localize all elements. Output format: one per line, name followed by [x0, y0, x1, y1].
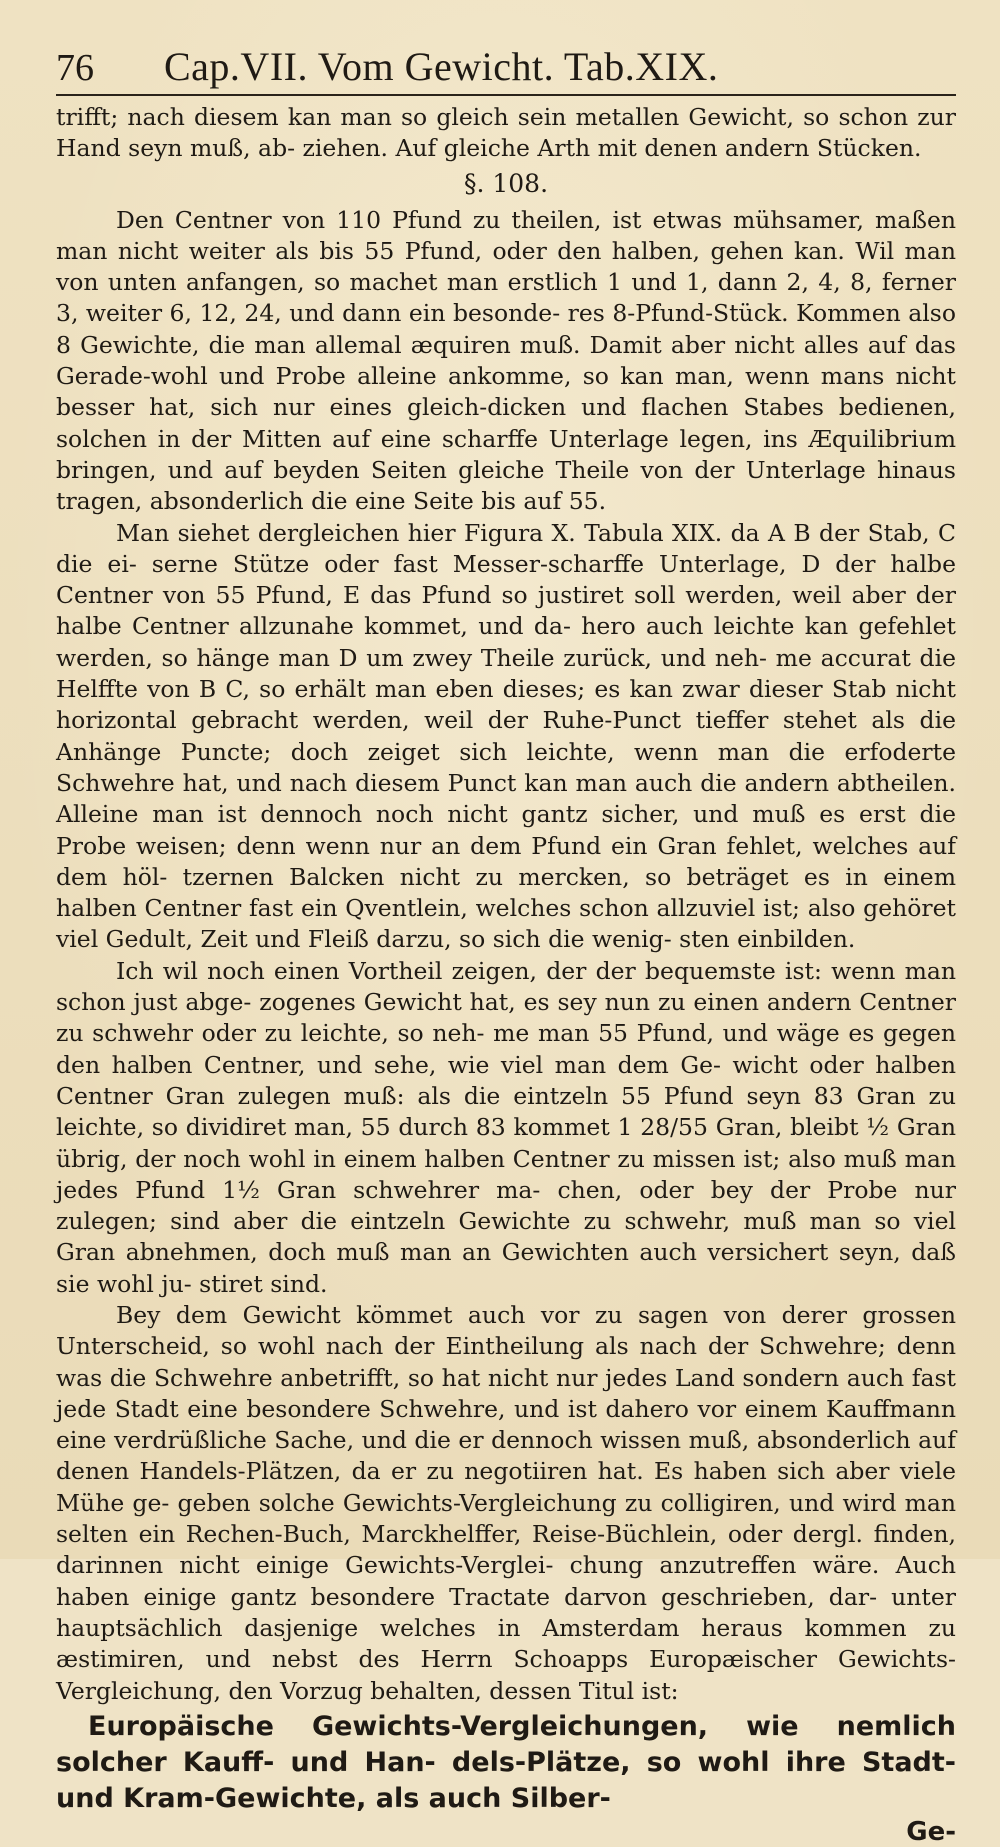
running-head	[56, 44, 954, 94]
body-text	[56, 102, 956, 1817]
page-number: 76	[56, 47, 94, 89]
section-number: §. 108.	[463, 168, 549, 198]
header-rule	[56, 94, 956, 96]
running-title: Cap.VII. Vom Gewicht. Tab.XIX.	[164, 44, 719, 89]
paragraph: Bey dem Gewicht kömmet auch vor zu sagen von derer grossen Unterscheid, so wohl nach der Eintheilung als nach der Schwehre; denn was die Schwehre anbetrifft, so hat nicht nur jedes Land sondern auch fast jede Stadt eine besondere Schwehre, und ist dahero vor einem Kauffmann eine verdrüßliche Sache, und die er dennoch wissen muß, absonderlich auf denen Handels-Plätzen, da er zu negotiiren hat. Es haben sich aber viele Mühe ge- geben solche Gewichts-Vergleichung zu colligiren, und wird man selten ein Rechen-Buch, Marckhelffer, Reise-Büchlein, oder dergl. finden, darinnen nicht einige Gewichts-Verglei- chung anzutreffen wäre. Auch haben einige gantz besondere Tractate darvon geschrieben, dar- unter hauptsächlich dasjenige welches in Amsterdam heraus kommen zu æstimiren, und nebst des Herrn Schoapps Europæischer Gewichts-Vergleichung, den Vorzug behalten, dessen Titul ist:	[56, 1300, 956, 1705]
paragraph: Man siehet dergleichen hier Figura X. Tabula XIX. da A B der Stab, C die ei- serne Stütze oder fast Messer-scharffe Unterlage, D der halbe Centner von 55 Pfund, E das Pfund so justiret soll werden, weil aber der halbe Centner allzunahe kommet, und da- hero auch leichte kan gefehlet werden, so hänge man D um zwey Theile zurück, und neh- me accurat die Helffte von B C, so erhält man eben dieses; es kan zwar dieser Stab nicht horizontal gebracht werden, weil der Ruhe-Punct tieffer stehet als die Anhänge Puncte; doch zeiget sich leichte, wenn man die erfoderte Schwehre hat, und nach diesem Punct kan man auch die andern abtheilen. Alleine man ist dennoch noch nicht gantz sicher, und muß es erst die Probe weisen; denn wenn nur an dem Pfund ein Gran fehlet, welches auf dem höl- tzernen Balcken nicht zu mercken, so beträget es in einem halben Centner fast ein Qventlein, welches schon allzuviel ist; also gehöret viel Gedult, Zeit und Fleiß darzu, so sich die wenig- sten einbilden.	[56, 518, 956, 954]
paragraph-continuation: trifft; nach diesem kan man so gleich sein metallen Gewicht, so schon zur Hand seyn muß, ab- ziehen. Auf gleiche Arth mit denen andern Stücken.	[56, 103, 956, 163]
catchword: Ge-	[906, 1816, 956, 1847]
paragraph: Den Centner von 110 Pfund zu theilen, ist etwas mühsamer, maßen man nicht weiter als bis 55 Pfund, oder den halben, gehen kan. Wil man von unten anfangen, so machet man erstlich 1 und 1, dann 2, 4, 8, ferner 3, weiter 6, 12, 24, und dann ein besonde- res 8-Pfund-Stück. Kommen also 8 Gewichte, die man allemal æquiren muß. Damit aber nicht alles auf das Gerade-wohl und Probe alleine ankomme, so kan man, wenn mans nicht besser hat, sich nur eines gleich-dicken und flachen Stabes bedienen, solchen in der Mitten auf eine scharffe Unterlage legen, ins Æquilibrium bringen, und auf beyden Seiten gleiche Theile von der Unterlage hinaus tragen, absonderlich die eine Seite bis auf 55.	[56, 205, 956, 516]
book-title-quote: Europäische Gewichts-Vergleichungen, wie nemlich solcher Kauff- und Han- dels-Plätze, so wohl ihre Stadt- und Kram-Gewichte, als auch Silber-	[56, 1710, 956, 1814]
paragraph: Ich wil noch einen Vortheil zeigen, der der bequemste ist: wenn man schon just abge- zogenes Gewicht hat, es sey nun zu einen andern Centner zu schwehr oder zu leichte, so neh- me man 55 Pfund, und wäge es gegen den halben Centner, und sehe, wie viel man dem Ge- wicht oder halben Centner Gran zulegen muß: als die eintzeln 55 Pfund seyn 83 Gran zu leichte, so dividiret man, 55 durch 83 kommet 1 28/55 Gran, bleibt ½ Gran übrig, der noch wohl in einem halben Centner zu missen ist; also muß man jedes Pfund 1½ Gran schwehrer ma- chen, oder bey der Probe nur zulegen; sind aber die eintzeln Gewichte zu schwehr, muß man so viel Gran abnehmen, doch muß man an Gewichten auch versichert seyn, daß sie wohl ju- stiret sind.	[56, 956, 956, 1298]
